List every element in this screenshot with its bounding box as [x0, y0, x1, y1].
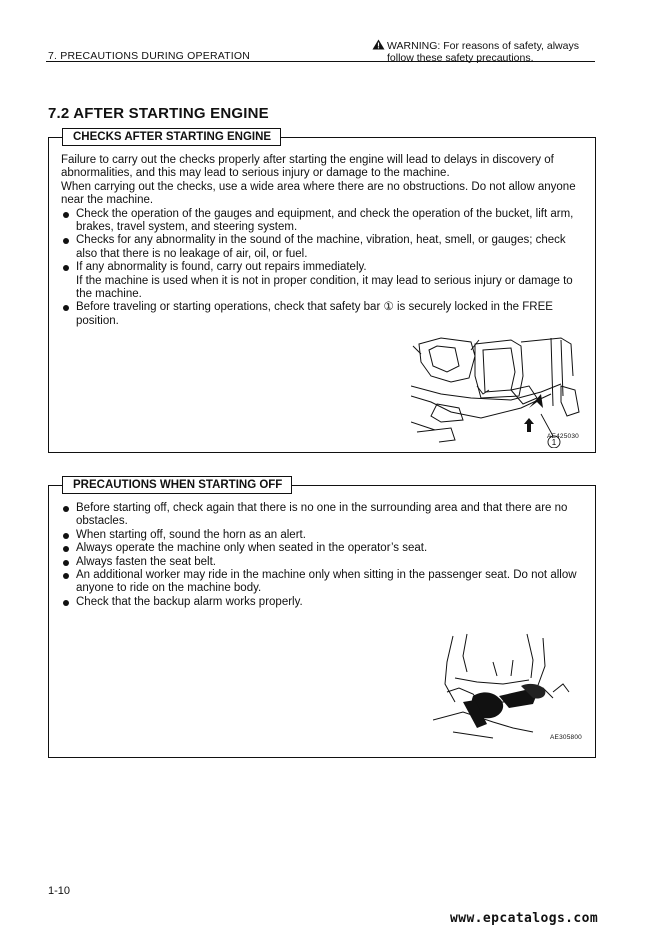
list-item [61, 261, 585, 301]
running-header-section: 7. PRECAUTIONS DURING OPERATION [48, 50, 251, 62]
starting-off-heading: PRECAUTIONS WHEN STARTING OFF [62, 476, 292, 494]
list-item: Before traveling or starting operations, check that safety bar ① is securely locked in the FREE position. [61, 301, 585, 328]
list-item: Before starting off, check again that there is no one in the surrounding area and that there are no obstacles. [61, 502, 585, 529]
seat-belt-figure [433, 632, 583, 742]
warning-text-2: follow these safety precautions. [387, 52, 534, 64]
list-item: Always operate the machine only when seated in the operator’s seat. [61, 542, 585, 555]
list-item-text: If any abnormality is found, carry out repairs immediately. [76, 261, 367, 274]
list-item-subtext: If the machine is used when it is not in proper condition, it may lead to serious injury or damage to the machine. [76, 274, 573, 301]
header-rule [46, 61, 595, 62]
safety-bar-figure [411, 336, 591, 448]
list-item: Check that the backup alarm works properly. [61, 596, 585, 609]
section-title: 7.2 AFTER STARTING ENGINE [48, 105, 269, 122]
checks-body [61, 154, 585, 328]
list-item: Always fasten the seat belt. [61, 556, 585, 569]
checks-heading: CHECKS AFTER STARTING ENGINE [62, 128, 281, 146]
checks-box [48, 131, 596, 453]
checks-intro-1: Failure to carry out the checks properly after starting the engine will lead to delays in discovery of abnormalities, and this may lead to serious injury or damage to the machine. [61, 154, 554, 180]
figure-caption: AE305800 [550, 734, 582, 741]
list-item: When starting off, sound the horn as an alert. [61, 529, 585, 542]
figure-caption: AE425030 [547, 433, 579, 440]
starting-off-body [61, 502, 585, 609]
list-item: Checks for any abnormality in the sound of the machine, vibration, heat, smell, or gauges; check also that there is no leakage of air, oil, or fuel. [61, 234, 585, 261]
checks-intro-2: When carrying out the checks, use a wide area where there are no obstructions. Do not allow anyone near the machine. [61, 180, 576, 207]
checks-list [61, 208, 585, 329]
warning-triangle-icon [372, 39, 385, 50]
watermark: www.epcatalogs.com [450, 911, 599, 926]
figure-callout: 1 [551, 438, 557, 447]
list-item: An additional worker may ride in the machine only when sitting in the passenger seat. Do not allow anyone to ride on the machine body. [61, 569, 585, 596]
list-item: Check the operation of the gauges and equipment, and check the operation of the bucket, lift arm, brakes, travel system, and steering system. [61, 208, 585, 235]
warning-line-1 [372, 39, 579, 52]
page-number: 1-10 [48, 885, 71, 897]
starting-off-list [61, 502, 585, 609]
warning-text-1: WARNING: For reasons of safety, always [387, 40, 579, 52]
starting-off-box [48, 479, 596, 758]
